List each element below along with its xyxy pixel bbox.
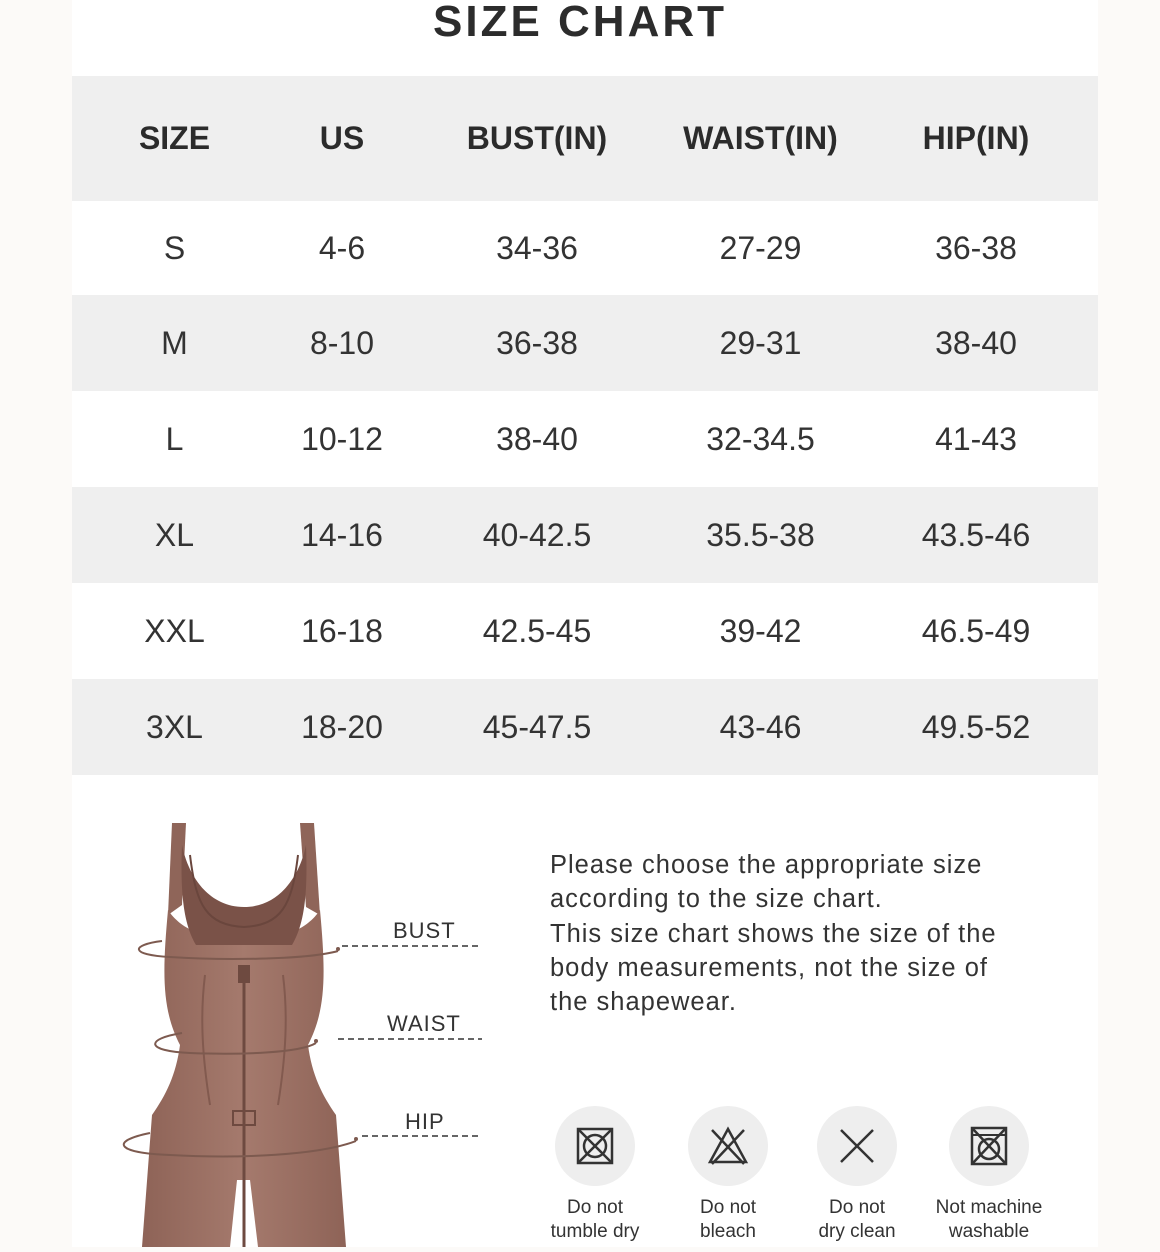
- table-row: [72, 679, 1098, 775]
- care-item-machine-wash: [919, 1106, 1059, 1244]
- header-cell: SIZE: [138, 120, 211, 156]
- table-cell: 35.5-38: [706, 516, 815, 553]
- page-title: SIZE CHART: [433, 0, 727, 46]
- no-machine-wash-icon: [949, 1106, 1029, 1186]
- hip-label: HIP: [405, 1109, 445, 1134]
- table-cell: 36-38: [935, 229, 1017, 266]
- table-cell: 43.5-46: [921, 516, 1031, 553]
- table-cell: 29-31: [719, 324, 802, 361]
- table-cell: 42.5-45: [482, 612, 592, 649]
- table-cell: 14-16: [301, 516, 383, 553]
- header-cell: WAIST(IN): [683, 120, 838, 156]
- care-item-tumble-dry: [525, 1106, 665, 1244]
- table-cell: 34-36: [496, 229, 578, 266]
- header-cell: BUST(IN): [466, 120, 608, 156]
- table-cell: XL: [154, 516, 195, 553]
- table-cell: 39-42: [719, 612, 802, 649]
- table-row: [72, 583, 1098, 679]
- table-cell: 16-18: [301, 612, 383, 649]
- table-cell: 38-40: [935, 324, 1017, 361]
- table-cell: 3XL: [146, 708, 203, 745]
- shapewear-figure: [110, 815, 500, 1247]
- table-cell: 10-12: [301, 420, 383, 457]
- no-bleach-icon: [688, 1106, 768, 1186]
- bust-label: BUST: [393, 918, 456, 943]
- care-label: Do not bleach: [700, 1197, 756, 1242]
- table-cell: 36-38: [496, 324, 578, 361]
- table-cell: 38-40: [496, 420, 578, 457]
- care-item-bleach: [658, 1106, 798, 1244]
- size-table: [72, 76, 1098, 775]
- table-row: [72, 391, 1098, 487]
- care-item-dry-clean: [787, 1106, 927, 1244]
- table-cell: 40-42.5: [482, 516, 592, 553]
- table-cell: 49.5-52: [921, 708, 1031, 745]
- table-cell: XXL: [144, 612, 205, 649]
- table-cell: 18-20: [301, 708, 383, 745]
- table-cell: M: [161, 324, 188, 361]
- care-label: Do not dry clean: [818, 1197, 896, 1242]
- waist-label: WAIST: [387, 1011, 461, 1036]
- table-cell: 4-6: [318, 229, 366, 266]
- header-cell: US: [319, 120, 365, 156]
- no-tumble-dry-icon: [555, 1106, 635, 1186]
- care-label: Do not tumble dry: [550, 1197, 640, 1242]
- table-row: [72, 295, 1098, 391]
- table-cell: 32-34.5: [706, 420, 815, 457]
- table-cell: 41-43: [935, 420, 1017, 457]
- table-cell: 27-29: [719, 229, 802, 266]
- table-cell: 45-47.5: [482, 708, 592, 745]
- table-cell: 8-10: [309, 324, 375, 361]
- table-header-row: [72, 76, 1098, 201]
- care-label: Not machine washable: [935, 1197, 1043, 1242]
- table-cell: L: [165, 420, 184, 457]
- table-cell: S: [163, 229, 186, 266]
- table-cell: 43-46: [719, 708, 802, 745]
- no-dry-clean-icon: [817, 1106, 897, 1186]
- table-cell: 46.5-49: [921, 612, 1031, 649]
- table-row: [72, 201, 1098, 295]
- size-note: Please choose the appropriate size according to the size chart. This size chart shows the size of the body measurements, not the size of the shapewear.: [550, 851, 997, 1017]
- table-row: [72, 487, 1098, 583]
- header-cell: HIP(IN): [922, 120, 1030, 156]
